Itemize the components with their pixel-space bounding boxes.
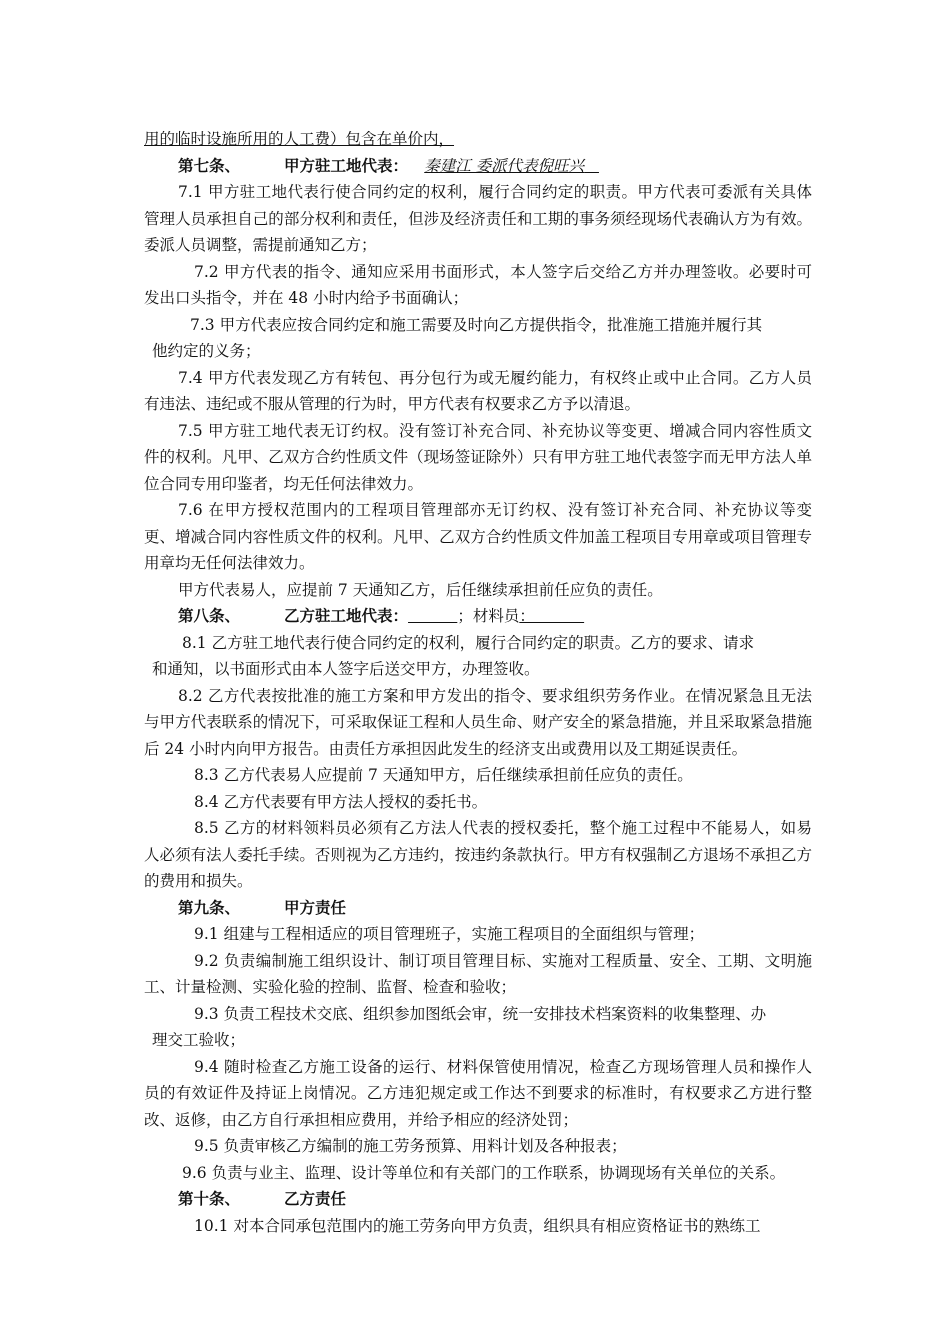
clause-7-1: 7.1 甲方驻工地代表行使合同约定的权利，履行合同约定的职责。甲方代表可委派有关具体管理人员承担自己的部分权利和责任，但涉及经济责任和工期的事务须经现场代表确认方为有效。委派人员调整，需提前通知乙方； (144, 183, 812, 254)
contract-body (144, 126, 812, 1239)
article-8-material-clerk-label: ；材料员 (457, 607, 520, 625)
clause-7-3-line2: 他约定的义务； (152, 342, 261, 360)
clause-8-3: 8.3 乙方代表易人应提前 7 天通知甲方，后任继续承担前任应负的责任。 (194, 766, 693, 784)
article-7-representative: 秦建江 委派代表倪旺兴 (424, 156, 585, 175)
article-10-label: 第十条、 (178, 1189, 241, 1208)
clause-8-1-line2: 和通知，以书面形式由本人签字后送交甲方，办理签收。 (152, 660, 540, 678)
clause-9-3-line1: 9.3 负责工程技术交底、组织参加图纸会审，统一安排技术档案资料的收集整理、办 (194, 1004, 767, 1023)
article-7-heading (144, 153, 812, 180)
clause-9-1: 9.1 组建与工程相适应的项目管理班子，实施工程项目的全面组织与管理； (194, 925, 705, 943)
article-8-material-clerk-blank: ： (519, 607, 585, 625)
article-8-representative-blank (408, 607, 457, 625)
clause-9-4: 9.4 随时检查乙方施工设备的运行、材料保管使用情况，检查乙方现场管理人员和操作人员的有效证件及持证上岗情况。乙方违犯规定或工作达不到要求的标准时，有权要求乙方进行整改、返修，由乙方自行承担相应费用，并给予相应的经济处罚； (144, 1057, 812, 1129)
clause-7-6: 7.6 在甲方授权范围内的工程项目管理部亦无订约权、没有签订补充合同、补充协议等变更、增减合同内容性质文件的权利。凡甲、乙双方合约性质文件加盖工程项目专用章或项目管理专用章均无任何法律效力。 (144, 501, 812, 572)
clause-9-5: 9.5 负责审核乙方编制的施工劳务预算、用料计划及各种报表； (194, 1137, 627, 1155)
clause-9-2: 9.2 负责编制施工组织设计、制订项目管理目标、实施对工程质量、安全、工期、文明施工、计量检测、实验化验的控制、监督、检查和验收； (144, 951, 812, 996)
clause-7-2: 7.2 甲方代表的指令、通知应采用书面形式，本人签字后交给乙方并办理签收。必要时可发出口头指令，并在 48 小时内给予书面确认； (144, 262, 812, 307)
article-9-title: 甲方责任 (284, 897, 347, 917)
continued-line-text: 用的临时设施所用的人工费）包含在单价内， (144, 130, 455, 148)
article-9-heading (144, 895, 812, 922)
article-7-label: 第七条、 (178, 155, 241, 175)
article-8-heading (144, 603, 812, 630)
article-8-title: 乙方驻工地代表： (284, 606, 409, 625)
clause-7-4: 7.4 甲方代表发现乙方有转包、再分包行为或无履约能力，有权终止或中止合同。乙方人员有违法、违纪或不服从管理的行为时，甲方代表有权要求乙方予以清退。 (144, 368, 812, 413)
clause-8-5: 8.5 乙方的材料领料员必须有乙方法人代表的授权委托，整个施工过程中不能易人，如易人必须有法人委托手续。否则视为乙方违约，按违约条款执行。甲方有权强制乙方退场不承担乙方的费用和损失。 (144, 819, 812, 890)
clause-7-7: 甲方代表易人，应提前 7 天通知乙方，后任继续承担前任应负的责任。 (178, 580, 663, 599)
article-10-title: 乙方责任 (284, 1189, 347, 1208)
clause-8-2: 8.2 乙方代表按批准的施工方案和甲方发出的指令、要求组织劳务作业。在情况紧急且无法与甲方代表联系的情况下，可采取保证工程和人员生命、财产安全的紧急措施，并且采取紧急措施后 24 小时内向甲方报告。由责任方承担因此发生的经济支出或费用以及工期延误责任。 (144, 686, 812, 758)
clause-9-3-line2: 理交工验收； (152, 1031, 246, 1049)
clause-8-1-line1: 8.1 乙方驻工地代表行使合同约定的权利，履行合同约定的职责。乙方的要求、请求 (182, 633, 755, 652)
clause-10-1: 10.1 对本合同承包范围内的施工劳务向甲方负责，组织具有相应资格证书的熟练工 (194, 1216, 761, 1235)
clause-9-6: 9.6 负责与业主、监理、设计等单位和有关部门的工作联系，协调现场有关单位的关系。 (182, 1163, 786, 1182)
clause-8-4: 8.4 乙方代表要有甲方法人授权的委托书。 (194, 792, 488, 811)
article-8-label: 第八条、 (178, 606, 241, 625)
article-10-heading (144, 1186, 812, 1213)
clause-7-5: 7.5 甲方驻工地代表无订约权。没有签订补充合同、补充协议等变更、增减合同内容性质文件的权利。凡甲、乙双方合约性质文件（现场签证除外）只有甲方驻工地代表签字而无甲方法人单位合同专用印鉴者，均无任何法律效力。 (144, 421, 812, 493)
article-9-label: 第九条、 (178, 897, 241, 917)
article-7-title: 甲方驻工地代表： (284, 155, 409, 175)
continued-line (144, 126, 812, 153)
clause-7-3-line1: 7.3 甲方代表应按合同约定和施工需要及时向乙方提供指令，批准施工措施并履行其 (190, 315, 763, 334)
